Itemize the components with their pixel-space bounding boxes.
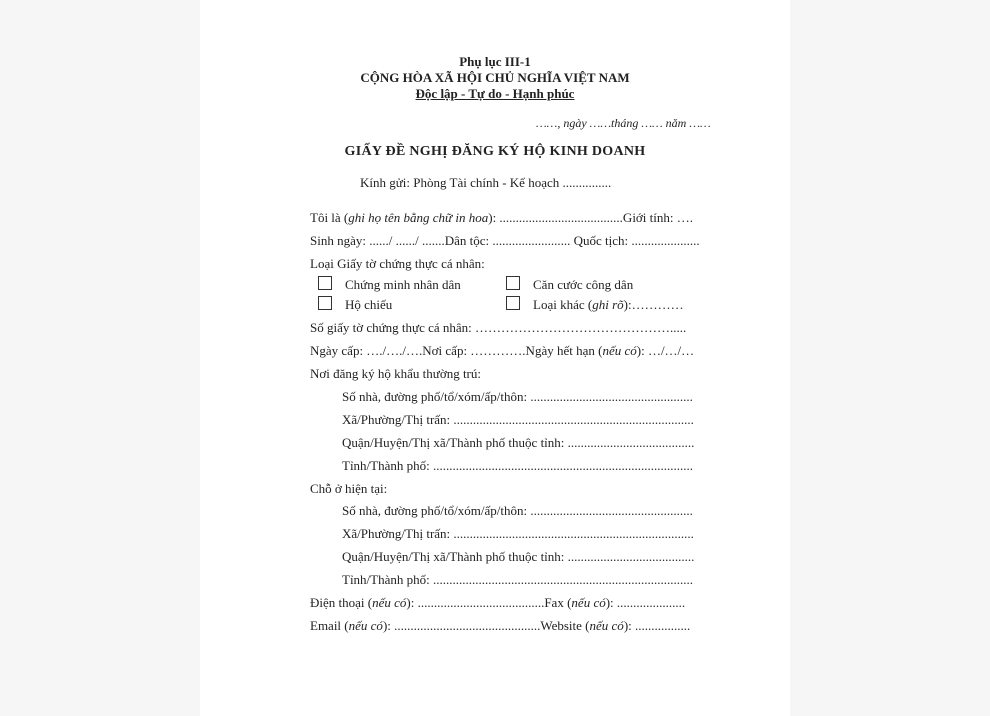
email-website-line[interactable] bbox=[310, 618, 690, 634]
cmnd-checkbox[interactable] bbox=[318, 276, 332, 290]
motto: Độc lập - Tự do - Hạnh phúc bbox=[415, 86, 575, 101]
issue-line[interactable] bbox=[310, 343, 694, 359]
name-suffix: ): ......................................Giới tính: …. bbox=[488, 210, 693, 225]
other-suffix: ):………… bbox=[623, 297, 684, 312]
issue-suffix: ): …/…/… bbox=[636, 343, 695, 358]
motto-wrap bbox=[295, 86, 695, 102]
web-hint: nếu có bbox=[589, 618, 624, 633]
permanent-label: Nơi đăng ký hộ khẩu thường trú: bbox=[310, 366, 481, 381]
other-checkbox[interactable] bbox=[506, 296, 520, 310]
phone-mid: ): .......................................Fax ( bbox=[406, 595, 572, 610]
name-hint: ghi họ tên bằng chữ in hoa bbox=[348, 210, 489, 225]
email-mid: ): .............................................Website ( bbox=[382, 618, 590, 633]
permanent-street[interactable]: Số nhà, đường phố/tổ/xóm/ấp/thôn: .................................................. bbox=[342, 389, 693, 404]
permanent-ward[interactable]: Xã/Phường/Thị trấn: .......................................................................... bbox=[342, 412, 694, 427]
other-prefix: Loại khác ( bbox=[533, 297, 593, 312]
email-hint: nếu có bbox=[348, 618, 383, 633]
addressee: Kính gửi: Phòng Tài chính - Kế hoạch ............... bbox=[360, 175, 612, 190]
current-label: Chỗ ở hiện tại: bbox=[310, 481, 388, 496]
fax-suffix: ): ..................... bbox=[605, 595, 686, 610]
document-page bbox=[200, 0, 790, 716]
phone-hint: nếu có bbox=[372, 595, 407, 610]
issue-hint: nếu có bbox=[602, 343, 637, 358]
name-line[interactable] bbox=[310, 210, 693, 226]
web-suffix: ): ................. bbox=[623, 618, 691, 633]
email-prefix: Email ( bbox=[310, 618, 349, 633]
current-ward[interactable]: Xã/Phường/Thị trấn: .......................................................................... bbox=[342, 526, 694, 541]
other-label bbox=[533, 297, 684, 313]
form-title: GIẤY ĐỀ NGHỊ ĐĂNG KÝ HỘ KINH DOANH bbox=[344, 144, 646, 159]
passport-label: Hộ chiếu bbox=[345, 297, 393, 312]
passport-checkbox[interactable] bbox=[318, 296, 332, 310]
permanent-province[interactable]: Tỉnh/Thành phố: ................................................................................ bbox=[342, 458, 693, 473]
current-street[interactable]: Số nhà, đường phố/tổ/xóm/ấp/thôn: .................................................. bbox=[342, 503, 693, 518]
issue-prefix: Ngày cấp: …./…./….Nơi cấp: ………….Ngày hết hạn ( bbox=[310, 343, 603, 358]
id-type-label: Loại Giấy tờ chứng thực cá nhân: bbox=[310, 256, 485, 271]
cmnd-label: Chứng minh nhân dân bbox=[345, 277, 461, 292]
name-prefix: Tôi là ( bbox=[310, 210, 349, 225]
cccd-label: Căn cước công dân bbox=[533, 277, 634, 292]
id-number-line[interactable]: Số giấy tờ chứng thực cá nhân: ………………………………………..... bbox=[310, 320, 687, 335]
cccd-checkbox[interactable] bbox=[506, 276, 520, 290]
permanent-district[interactable]: Quận/Huyện/Thị xã/Thành phố thuộc tỉnh: ....................................... bbox=[342, 435, 695, 450]
phone-prefix: Điện thoại ( bbox=[310, 595, 373, 610]
current-province[interactable]: Tỉnh/Thành phố: ................................................................................ bbox=[342, 572, 693, 587]
dob-line[interactable]: Sinh ngày: ....../ ....../ .......Dân tộc: ........................ Quốc tịch: ..................... bbox=[310, 233, 700, 248]
other-hint: ghi rõ bbox=[592, 297, 624, 312]
date-line: ……, ngày ……tháng …… năm …… bbox=[536, 116, 711, 130]
country-name: CỘNG HÒA XÃ HỘI CHỦ NGHĨA VIỆT NAM bbox=[360, 70, 630, 85]
phone-fax-line[interactable] bbox=[310, 595, 685, 611]
current-district[interactable]: Quận/Huyện/Thị xã/Thành phố thuộc tỉnh: ....................................... bbox=[342, 549, 695, 564]
fax-hint: nếu có bbox=[571, 595, 606, 610]
appendix-label: Phụ lục III-1 bbox=[459, 54, 531, 69]
